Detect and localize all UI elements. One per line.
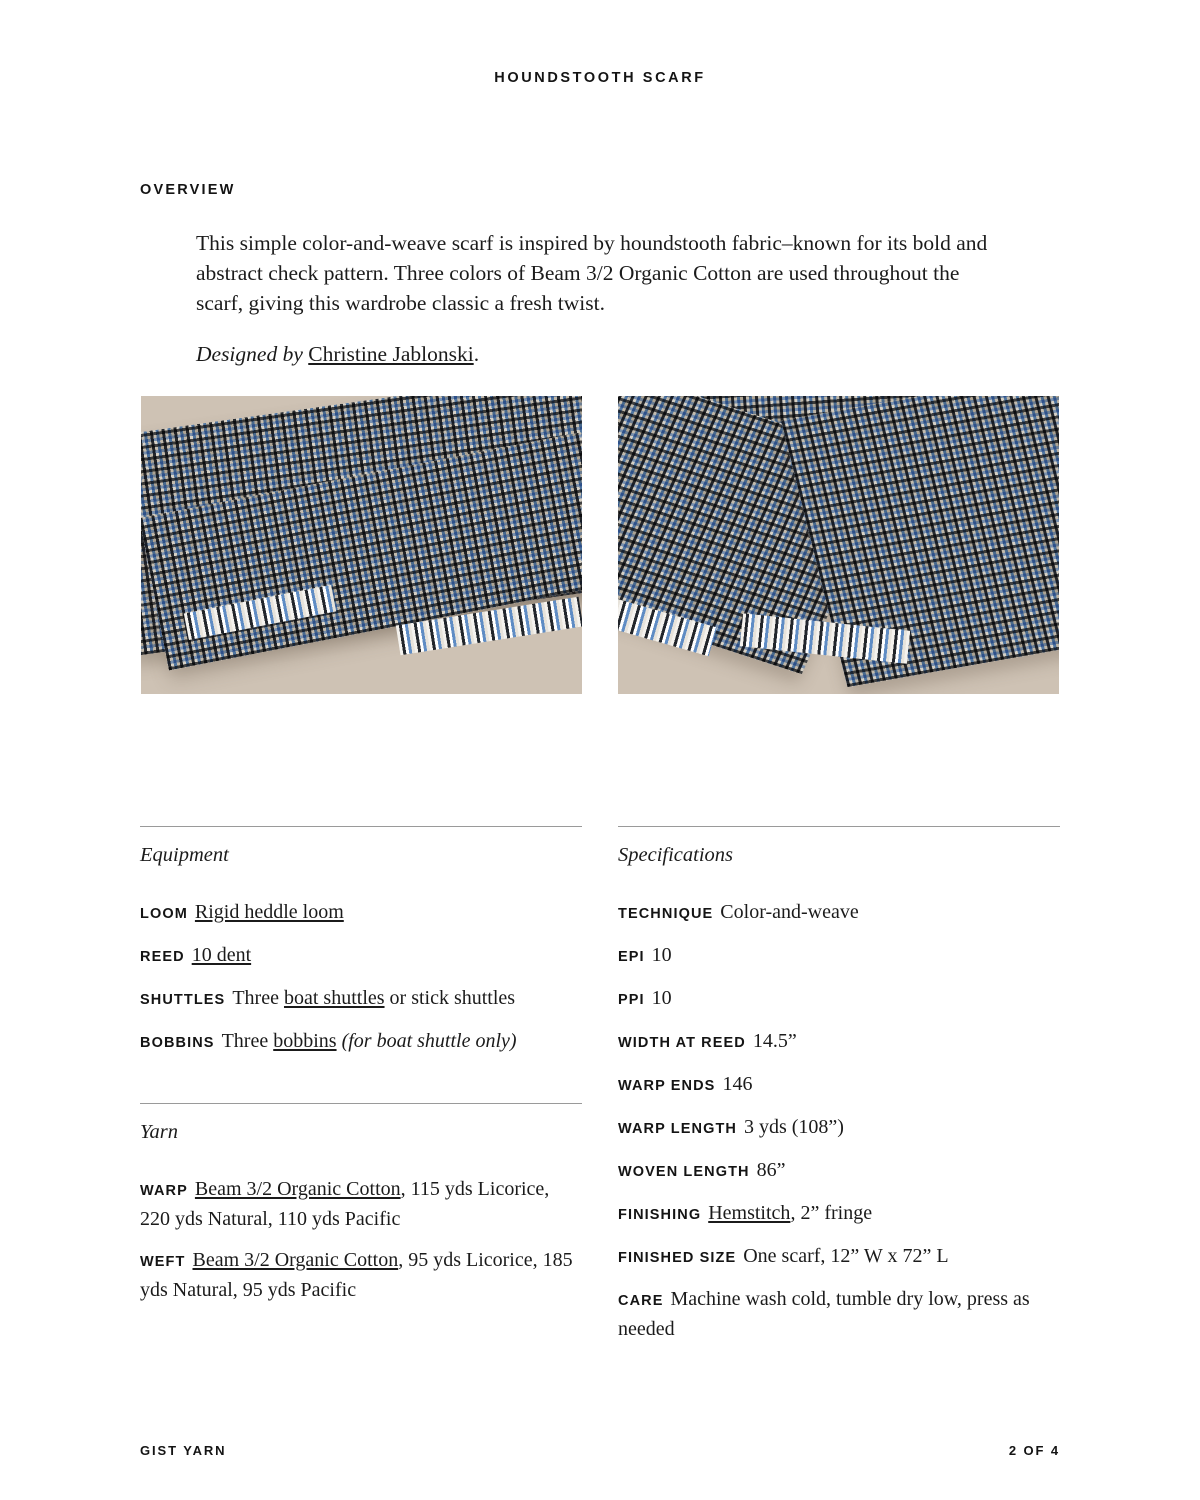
value-pre: Machine wash cold, tumble dry low, press as needed [618,1288,1030,1340]
spec-value [618,1288,1030,1340]
spec-value [195,901,344,923]
overview-body [196,228,996,369]
spec-key: WIDTH AT REED [618,1035,746,1051]
value-pre: 86” [756,1159,786,1181]
spec-key: PPI [618,992,645,1008]
value-pre: 10 [651,944,672,966]
value-pre: Three [232,987,284,1009]
list-item [618,1199,1060,1229]
spec-value [722,1073,752,1095]
value-link[interactable]: bobbins [273,1030,337,1052]
spec-value [140,1249,573,1301]
list-item [618,1156,1060,1186]
list-item [618,1285,1060,1343]
value-link[interactable]: boat shuttles [283,987,385,1009]
spec-value [140,1178,549,1230]
list-item [140,1246,582,1304]
value-post: , 95 yds Licorice, 185 yds Natural, 95 yds Pacific [140,1249,573,1301]
list-item [140,1175,582,1233]
equipment-title: Equipment [140,844,229,866]
specifications-divider [618,826,1060,827]
yarn-title: Yarn [140,1121,178,1143]
equipment-and-yarn-column [140,826,582,1304]
value-link[interactable]: Rigid heddle loom [194,901,344,923]
list-item [140,1027,582,1057]
list-item [618,1027,1060,1057]
value-post: or stick shuttles [384,987,516,1009]
designer-period: . [473,342,480,366]
yarn-divider [140,1103,582,1104]
value-post: , 115 yds Licorice, 220 yds Natural, 110 yds Pacific [140,1178,550,1230]
spec-value [708,1202,872,1224]
equipment-list [140,898,582,1057]
spec-value [222,1030,517,1052]
spec-key: WARP LENGTH [618,1121,737,1137]
list-item [618,1242,1060,1272]
spec-value [744,1116,844,1138]
value-post: , 2” fringe [790,1202,873,1224]
spec-value [192,944,251,966]
photo-draped-scarf-loop [618,396,1059,694]
value-pre: 10 [651,987,672,1009]
spec-value [743,1245,948,1267]
value-italic: (for boat shuttle only) [341,1030,517,1052]
list-item [140,898,582,928]
page-footer [140,1443,1060,1458]
spec-key: WARP [140,1183,188,1199]
value-link[interactable]: Beam 3/2 Organic Cotton [194,1178,401,1200]
designer-link[interactable]: Christine Jablonski [308,342,474,366]
specifications-title: Specifications [618,844,734,866]
footer-brand: GIST YARN [140,1443,227,1458]
list-item [140,941,582,971]
spec-key: TECHNIQUE [618,906,714,922]
spec-value [652,944,672,966]
overview-heading: OVERVIEW [140,182,236,198]
list-item [618,1070,1060,1100]
value-pre: 14.5” [752,1030,797,1052]
spec-key: SHUTTLES [140,992,226,1008]
value-pre: Three [221,1030,274,1052]
value-pre: 146 [722,1073,753,1095]
overview-paragraph: This simple color-and-weave scarf is inspired by houndstooth fabric–known for its bold and abstract check pattern. Three colors of Beam 3/2 Organic Cotton are used throughout the scarf, giving this wardrobe classic a fresh twist. [196,231,988,315]
spec-key: REED [140,949,185,965]
designed-by-label: Designed by [196,342,309,366]
spec-key: FINISHING [618,1207,702,1223]
list-item [618,1113,1060,1143]
spec-key: BOBBINS [140,1035,215,1051]
spec-key: FINISHED SIZE [618,1250,737,1266]
scarf-weave-illustration [618,396,1059,694]
yarn-section [140,1103,582,1304]
spec-key: EPI [618,949,645,965]
list-item [618,941,1060,971]
spec-value [232,987,515,1009]
spec-key: WARP ENDS [618,1078,716,1094]
spec-key: WOVEN LENGTH [618,1164,750,1180]
spec-value [652,987,672,1009]
value-pre: One scarf, 12” W x 72” L [743,1245,949,1267]
value-link[interactable]: 10 dent [191,944,252,966]
value-pre: Color-and-weave [720,901,859,923]
specifications-column [618,826,1060,1343]
spec-value [757,1159,786,1181]
running-head-title: HOUNDSTOOTH SCARF [494,70,706,86]
spec-value [720,901,858,923]
list-item [618,984,1060,1014]
spec-key: WEFT [140,1254,186,1270]
list-item [618,898,1060,928]
scarf-weave-illustration [141,396,582,694]
list-item [140,984,582,1014]
designer-credit [196,339,996,369]
equipment-divider [140,826,582,827]
footer-page-number: 2 OF 4 [1008,1443,1060,1458]
photo-folded-scarf-with-fringe [141,396,582,694]
spec-key: CARE [618,1293,664,1309]
value-link[interactable]: Hemstitch [708,1202,791,1224]
yarn-list [140,1175,582,1304]
value-link[interactable]: Beam 3/2 Organic Cotton [192,1249,399,1271]
spec-key: LOOM [140,906,188,922]
spec-value [753,1030,797,1052]
specifications-list [618,898,1060,1343]
value-pre: 3 yds (108”) [743,1116,844,1138]
